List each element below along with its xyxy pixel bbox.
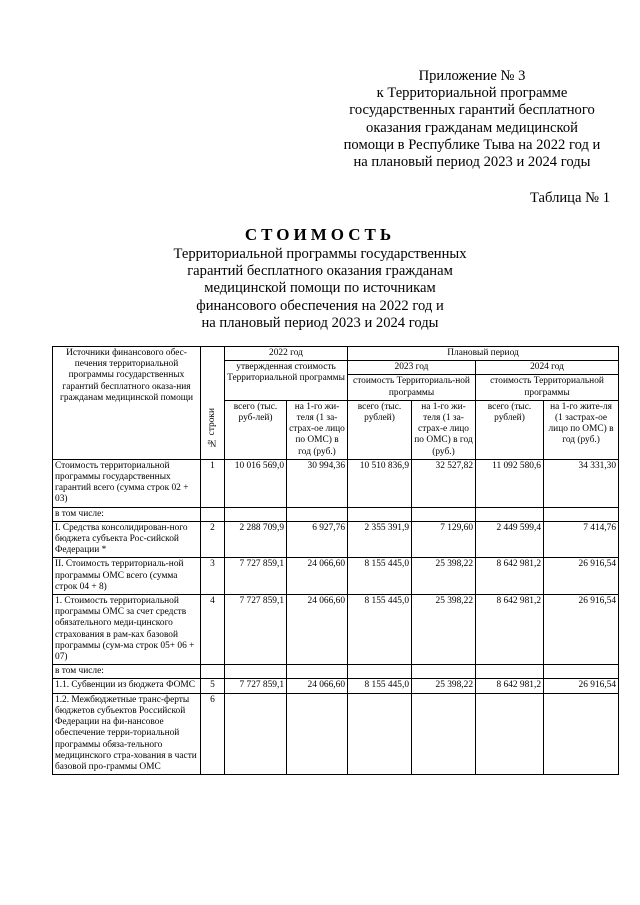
cell-per-capita-2023: 32 527,82 — [412, 459, 476, 507]
table-row — [53, 507, 619, 521]
cell-empty — [225, 507, 287, 521]
appendix-line: к Территориальной программе — [376, 85, 568, 102]
cell-empty — [412, 507, 476, 521]
header-total-2024: всего (тыс. рублей) — [476, 400, 544, 459]
cell-empty — [412, 665, 476, 679]
cell-per-capita-2024: 26 916,54 — [544, 558, 619, 595]
header-total-2023: всего (тыс. рублей) — [348, 400, 412, 459]
cell-per-capita-2024: 7 414,76 — [544, 521, 619, 558]
cell-empty — [544, 507, 619, 521]
table-row — [53, 558, 619, 595]
cell-per-capita-2022 — [287, 693, 348, 774]
row-label: в том числе: — [53, 507, 201, 521]
cell-per-capita-2022: 30 994,36 — [287, 459, 348, 507]
cell-total-2024: 11 092 580,6 — [476, 459, 544, 507]
header-row-number-label: № строки — [206, 408, 217, 448]
cell-total-2024: 8 642 981,2 — [476, 595, 544, 665]
row-number — [201, 507, 225, 521]
cell-total-2024: 8 642 981,2 — [476, 558, 544, 595]
cell-empty — [348, 507, 412, 521]
cell-per-capita-2022: 24 066,60 — [287, 679, 348, 693]
header-planned-period: Плановый период — [348, 347, 619, 361]
cell-total-2023: 2 355 391,9 — [348, 521, 412, 558]
row-label: в том числе: — [53, 665, 201, 679]
header-cost-2023: стоимость Территориаль-ной программы — [348, 375, 476, 400]
table-row — [53, 693, 619, 774]
cell-total-2023: 8 155 445,0 — [348, 595, 412, 665]
cell-per-capita-2023 — [412, 693, 476, 774]
cell-per-capita-2022: 6 927,76 — [287, 521, 348, 558]
row-label: II. Стоимость территориаль-ной программы ОМС всего (сумма строк 04 + 8) — [53, 558, 201, 595]
row-number: 4 — [201, 595, 225, 665]
cell-total-2024: 8 642 981,2 — [476, 679, 544, 693]
header-year-2024: 2024 год — [476, 361, 619, 375]
row-label: 1. Стоимость территориальной программы ОМС за счет средств обязательного меди-цинского страхования в рам-ках базовой программы (сум-ма строк 05+ 06 + 07) — [53, 595, 201, 665]
document-title: СТОИМОСТЬ — [244, 225, 396, 244]
appendix-line: оказания гражданам медицинской — [366, 119, 578, 136]
header-per-capita-2024: на 1-го жите-ля (1 застрах-ое лицо по ОМС) в год (руб.) — [544, 400, 619, 459]
row-number: 5 — [201, 679, 225, 693]
cell-total-2024 — [476, 693, 544, 774]
row-number: 6 — [201, 693, 225, 774]
cell-empty — [287, 507, 348, 521]
appendix-line: государственных гарантий бесплатного — [349, 102, 595, 119]
header-row — [53, 347, 619, 361]
cell-total-2022: 7 727 859,1 — [225, 595, 287, 665]
document-subtitle — [150, 246, 490, 332]
subtitle-line: гарантий бесплатного оказания гражданам — [187, 263, 453, 280]
subtitle-line: финансового обеспечения на 2022 год и — [196, 297, 444, 314]
appendix-header — [330, 68, 614, 171]
table-number: Таблица № 1 — [530, 190, 610, 206]
cell-per-capita-2022: 24 066,60 — [287, 595, 348, 665]
cell-total-2023: 8 155 445,0 — [348, 558, 412, 595]
header-year-2022: 2022 год — [225, 347, 348, 361]
row-label: I. Средства консолидирован-ного бюджета субъекта Рос-сийской Федерации * — [53, 521, 201, 558]
cell-total-2024: 2 449 599,4 — [476, 521, 544, 558]
cost-table — [52, 346, 619, 775]
table-row — [53, 521, 619, 558]
cell-per-capita-2024: 26 916,54 — [544, 595, 619, 665]
cell-total-2023: 8 155 445,0 — [348, 679, 412, 693]
table-row — [53, 679, 619, 693]
cell-total-2022: 7 727 859,1 — [225, 558, 287, 595]
table-row — [53, 665, 619, 679]
row-label: 1.1. Субвенции из бюджета ФОМС — [53, 679, 201, 693]
cell-per-capita-2024: 34 331,30 — [544, 459, 619, 507]
cell-total-2022: 7 727 859,1 — [225, 679, 287, 693]
header-year-2023: 2023 год — [348, 361, 476, 375]
cell-empty — [225, 665, 287, 679]
header-row-number — [201, 347, 225, 460]
cell-total-2023: 10 510 836,9 — [348, 459, 412, 507]
header-source: Источники финансового обес-печения территориальной программы государственных гарантий бесплатного оказа-ния гражданам медицинской помощи — [53, 347, 201, 460]
cell-empty — [348, 665, 412, 679]
cell-per-capita-2024 — [544, 693, 619, 774]
cell-per-capita-2022: 24 066,60 — [287, 558, 348, 595]
cell-empty — [476, 665, 544, 679]
header-per-capita-2022: на 1-го жи-теля (1 за-страх-ое лицо по ОМС) в год (руб.) — [287, 400, 348, 459]
header-per-capita-2023: на 1-го жи-теля (1 за-страх-е лицо по ОМС) в год (руб.) — [412, 400, 476, 459]
appendix-line: помощи в Республике Тыва на 2022 год и — [343, 136, 601, 153]
row-number: 3 — [201, 558, 225, 595]
table-row — [53, 595, 619, 665]
subtitle-line: на плановый период 2023 и 2024 годы — [201, 314, 439, 331]
appendix-line: на плановый период 2023 и 2024 годы — [353, 154, 591, 171]
header-approved-cost: утвержденная стоимость Территориальной программы — [225, 361, 348, 401]
cell-per-capita-2023: 25 398,22 — [412, 558, 476, 595]
subtitle-line: медицинской помощи по источникам — [204, 280, 436, 297]
cell-per-capita-2023: 7 129,60 — [412, 521, 476, 558]
row-number: 2 — [201, 521, 225, 558]
row-number — [201, 665, 225, 679]
row-label: Стоимость территориальной программы государственных гарантий всего (сумма строк 02 + 03) — [53, 459, 201, 507]
cell-empty — [476, 507, 544, 521]
cell-per-capita-2024: 26 916,54 — [544, 679, 619, 693]
header-total-2022: всего (тыс. руб-лей) — [225, 400, 287, 459]
cell-total-2022: 2 288 709,9 — [225, 521, 287, 558]
cell-per-capita-2023: 25 398,22 — [412, 595, 476, 665]
row-number: 1 — [201, 459, 225, 507]
header-cost-2024: стоимость Территориальной программы — [476, 375, 619, 400]
cell-empty — [544, 665, 619, 679]
row-label: 1.2. Межбюджетные транс-ферты бюджетов субъектов Российской Федерации на фи-нансовое обеспечение терри-ториальной программы обяза-тельного медицинского стра-хования в части базовой про-граммы ОМС — [53, 693, 201, 774]
cell-total-2022 — [225, 693, 287, 774]
table-row — [53, 459, 619, 507]
cell-per-capita-2023: 25 398,22 — [412, 679, 476, 693]
subtitle-line: Территориальной программы государственных — [173, 246, 467, 262]
appendix-line: Приложение № 3 — [418, 68, 526, 84]
cell-empty — [287, 665, 348, 679]
cell-total-2023 — [348, 693, 412, 774]
cell-total-2022: 10 016 569,0 — [225, 459, 287, 507]
